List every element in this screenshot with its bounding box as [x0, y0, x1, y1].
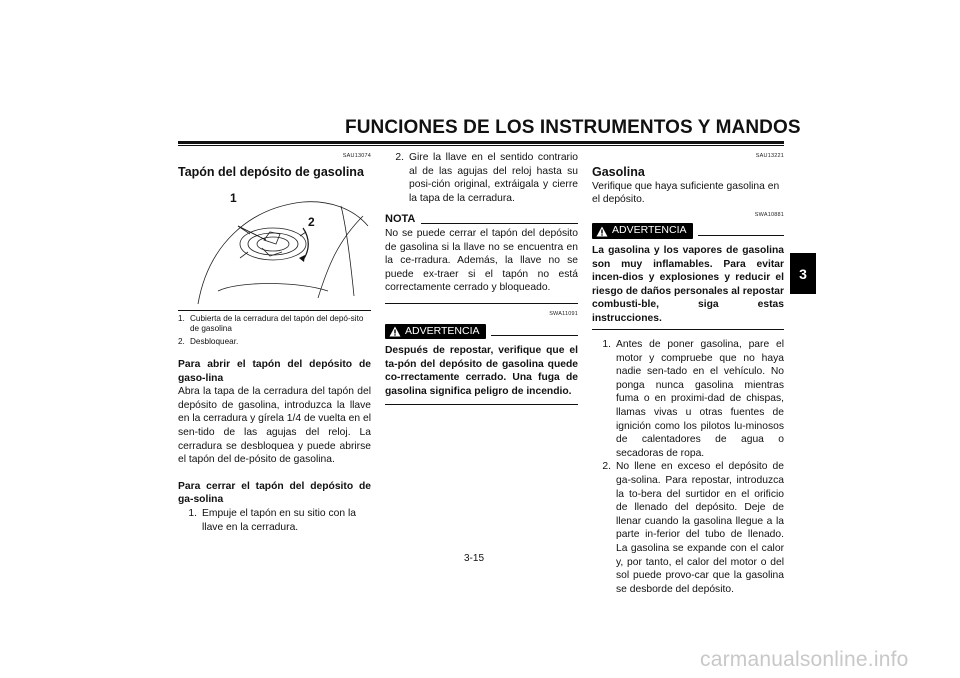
page-header-title: FUNCIONES DE LOS INSTRUMENTOS Y MANDOS [345, 117, 801, 138]
fuel-cap-illustration [178, 186, 371, 306]
left-column [178, 150, 371, 534]
warning-end-rule [385, 404, 578, 406]
header-rule-thin [178, 145, 784, 146]
page-number: 3-15 [464, 553, 485, 564]
warning-end-rule [592, 329, 784, 331]
fuel-step: 2. No llene en exceso el depósito de ga-solina. Para repostar, introduzca la to-bera del surtidor en el orificio de llenado del depósito. Deje de llenar cuando la gasolina llegue a la parte in-ferior del tubo de llenado. La gasolina se expande con el calor y, por tanto, el calor del motor o del sol puede provo-car que la gasolina se desborde del depósito. [602, 461, 784, 595]
header-rule [178, 141, 784, 144]
caption-item: 1. Cubierta de la cerradura del tapón del depó-sito de gasolina [178, 313, 364, 334]
nota-end-rule [385, 303, 578, 304]
fuel-step: 1. Antes de poner gasolina, pare el motor y compruebe que no haya nadie sen-tado en el vehículo. No ponga nunca gasolina mientras fuma o en proximi-dad de chispas, llamas vivas u otras fuentes de ignición como los pilotos lu-minosos de calentadores de agua o secadoras de ropa. [602, 339, 784, 459]
warning-rule [491, 335, 579, 336]
fuel-cap-figure [178, 186, 371, 306]
warning-badge: ADVERTENCIA [592, 223, 693, 239]
nota-rule [421, 223, 578, 224]
warning-triangle-icon [596, 226, 608, 237]
warning-code: SWA11091 [549, 310, 578, 317]
nota-text: No se puede cerrar el tapón del depósito de gasolina si la llave no se encuentra en la ce-rradura. Además, la llave no se puede ex-traer si el tapón no está correctamente cerrado y bloqueado. [385, 227, 578, 294]
figure-rule [178, 310, 371, 311]
section-title: Tapón del depósito de gasolina [178, 164, 364, 179]
figure-captions [178, 314, 371, 348]
caption-item: 2. Desbloquear. [178, 337, 239, 347]
intro-text: Verifique que haya suficiente gasolina en el depósito. [592, 180, 780, 206]
section-code: SAU13074 [342, 153, 371, 159]
warning-triangle-icon [389, 326, 401, 337]
warning-text: La gasolina y los vapores de gasolina son muy inflamables. Para evitar incen-dios y explosiones y reducir el riesgo de daños personales al repostar combusti-ble, siga estas instrucciones. [592, 244, 784, 324]
warning-header [592, 223, 784, 239]
warning-code: SWA10881 [754, 211, 784, 218]
right-column [592, 150, 784, 596]
figure-label-2: 2 [308, 214, 315, 229]
nota-header [385, 213, 578, 227]
figure-label-1: 1 [230, 190, 237, 205]
warning-header [385, 324, 578, 340]
nota-label: NOTA [385, 213, 416, 226]
warning-rule [698, 235, 785, 236]
section-title: Gasolina [592, 164, 645, 179]
section-code: SAU13221 [755, 153, 784, 159]
close-step: 1. Empuje el tapón en su sitio con la llave en la cerradura. [188, 507, 356, 533]
open-text: Abra la tapa de la cerradura del tapón del depósito de gasolina, introduzca la llave en la cerradura y gírela 1/4 de vuelta en el sen-tido de las agujas del reloj. La cerradura se desbloquea y puede abrirse el tapón del de-pósito de gasolina. [178, 386, 371, 466]
close-heading: Para cerrar el tapón del depósito de ga-solina [178, 480, 371, 506]
chapter-tab[interactable]: 3 [790, 253, 816, 294]
middle-column [385, 151, 578, 405]
watermark: carmanualsonline.info [700, 648, 909, 671]
warning-badge: ADVERTENCIA [385, 324, 486, 340]
warning-text: Después de repostar, verifique que el ta-pón del depósito de gasolina quede co-rrectamente cerrado. Una fuga de gasolina significa peligro de incendio. [385, 345, 578, 397]
close-step: 2. Gire la llave en el sentido contrario al de las agujas del reloj hasta su posi-ción original, extráigala y cierre la tapa de la cerradura. [395, 152, 578, 204]
open-heading: Para abrir el tapón del depósito de gaso-lina [178, 358, 371, 384]
